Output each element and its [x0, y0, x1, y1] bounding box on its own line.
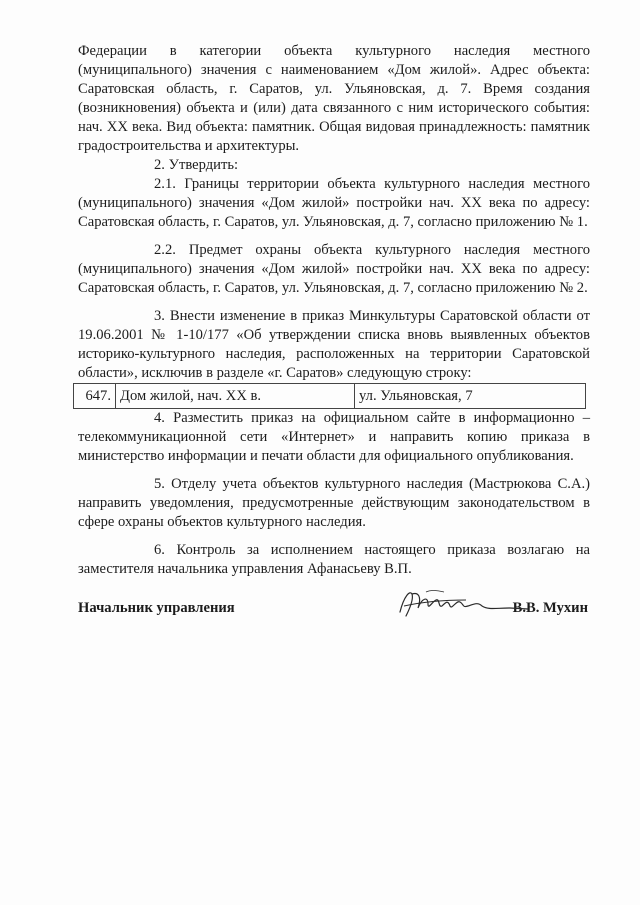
item-6-number: 6.	[154, 542, 165, 558]
item-2-2-text: Предмет охраны объекта культурного наследия местного (муниципального) значения «Дом жилой» постройки нач. XX века по адресу: Саратовская область, г. Саратов, ул. Ульяновская, д. 7, согласно приложению № 2.	[78, 242, 590, 296]
item-2-2	[78, 241, 590, 298]
signatory-position: Начальник управления	[78, 600, 235, 616]
item-2-1-text: Границы территории объекта культурного наследия местного (муниципального) значения «Дом жилой» постройки нач. XX века по адресу: Саратовская область, г. Саратов, ул. Ульяновская, д. 7, согласно приложению № 1.	[78, 176, 591, 230]
paragraph-intro: Федерации в категории объекта культурного наследия местного (муниципального) значения с наименованием «Дом жилой». Адрес объекта: Саратовская область, г. Саратов, ул. Ульяновская, д. 7. Время создания (возникновения) объекта и (или) дата связанного с ним исторического события: нач. XX века. Вид объекта: памятник. Общая видовая принадлежность: памятник градостроительства и архитектуры.	[78, 43, 590, 154]
item-2-2-number: 2.2.	[154, 242, 176, 258]
item-4-number: 4.	[154, 410, 165, 426]
item-3-text: Внести изменение в приказ Минкультуры Саратовской области от 19.06.2001 № 1-10/177 «Об утверждении списка вновь выявленных объектов историко-культурного наследия, расположенных на территории Саратовской области», исключив в разделе «г. Саратов» следующую строку:	[78, 308, 590, 381]
table-row	[74, 384, 586, 409]
row-number: 647.	[74, 384, 116, 409]
document-body-continued	[78, 409, 590, 579]
item-5-text: Отделу учета объектов культурного наследия (Мастрюкова С.А.) направить уведомления, предусмотренные действующим законодательством в сфере охраны объектов культурного наследия.	[78, 476, 591, 530]
item-2-1-number: 2.1.	[154, 176, 176, 192]
item-6	[78, 541, 590, 579]
item-5	[78, 475, 590, 532]
signatory-name: В.В. Мухин	[512, 600, 588, 616]
document-body	[78, 42, 590, 383]
item-3	[78, 307, 590, 383]
item-4	[78, 409, 590, 466]
item-3-number: 3.	[154, 308, 165, 324]
item-2-number: 2.	[154, 157, 165, 173]
excluded-row-table	[73, 383, 586, 409]
row-address: ул. Ульяновская, 7	[355, 384, 586, 409]
item-2	[78, 156, 590, 175]
item-6-text: Контроль за исполнением настоящего приказа возлагаю на заместителя начальника управления Афанасьеву В.П.	[78, 542, 590, 577]
handwritten-signature	[392, 586, 530, 620]
item-2-text: Утвердить:	[168, 157, 239, 173]
item-2-1	[78, 175, 590, 232]
item-4-text: Разместить приказ на официальном сайте в информационно – телекоммуникационной сети «Интернет» и направить копию приказа в министерство информации и печати области для официального опубликования.	[78, 410, 590, 464]
row-object-name: Дом жилой, нач. XX в.	[116, 384, 355, 409]
item-5-number: 5.	[154, 476, 165, 492]
